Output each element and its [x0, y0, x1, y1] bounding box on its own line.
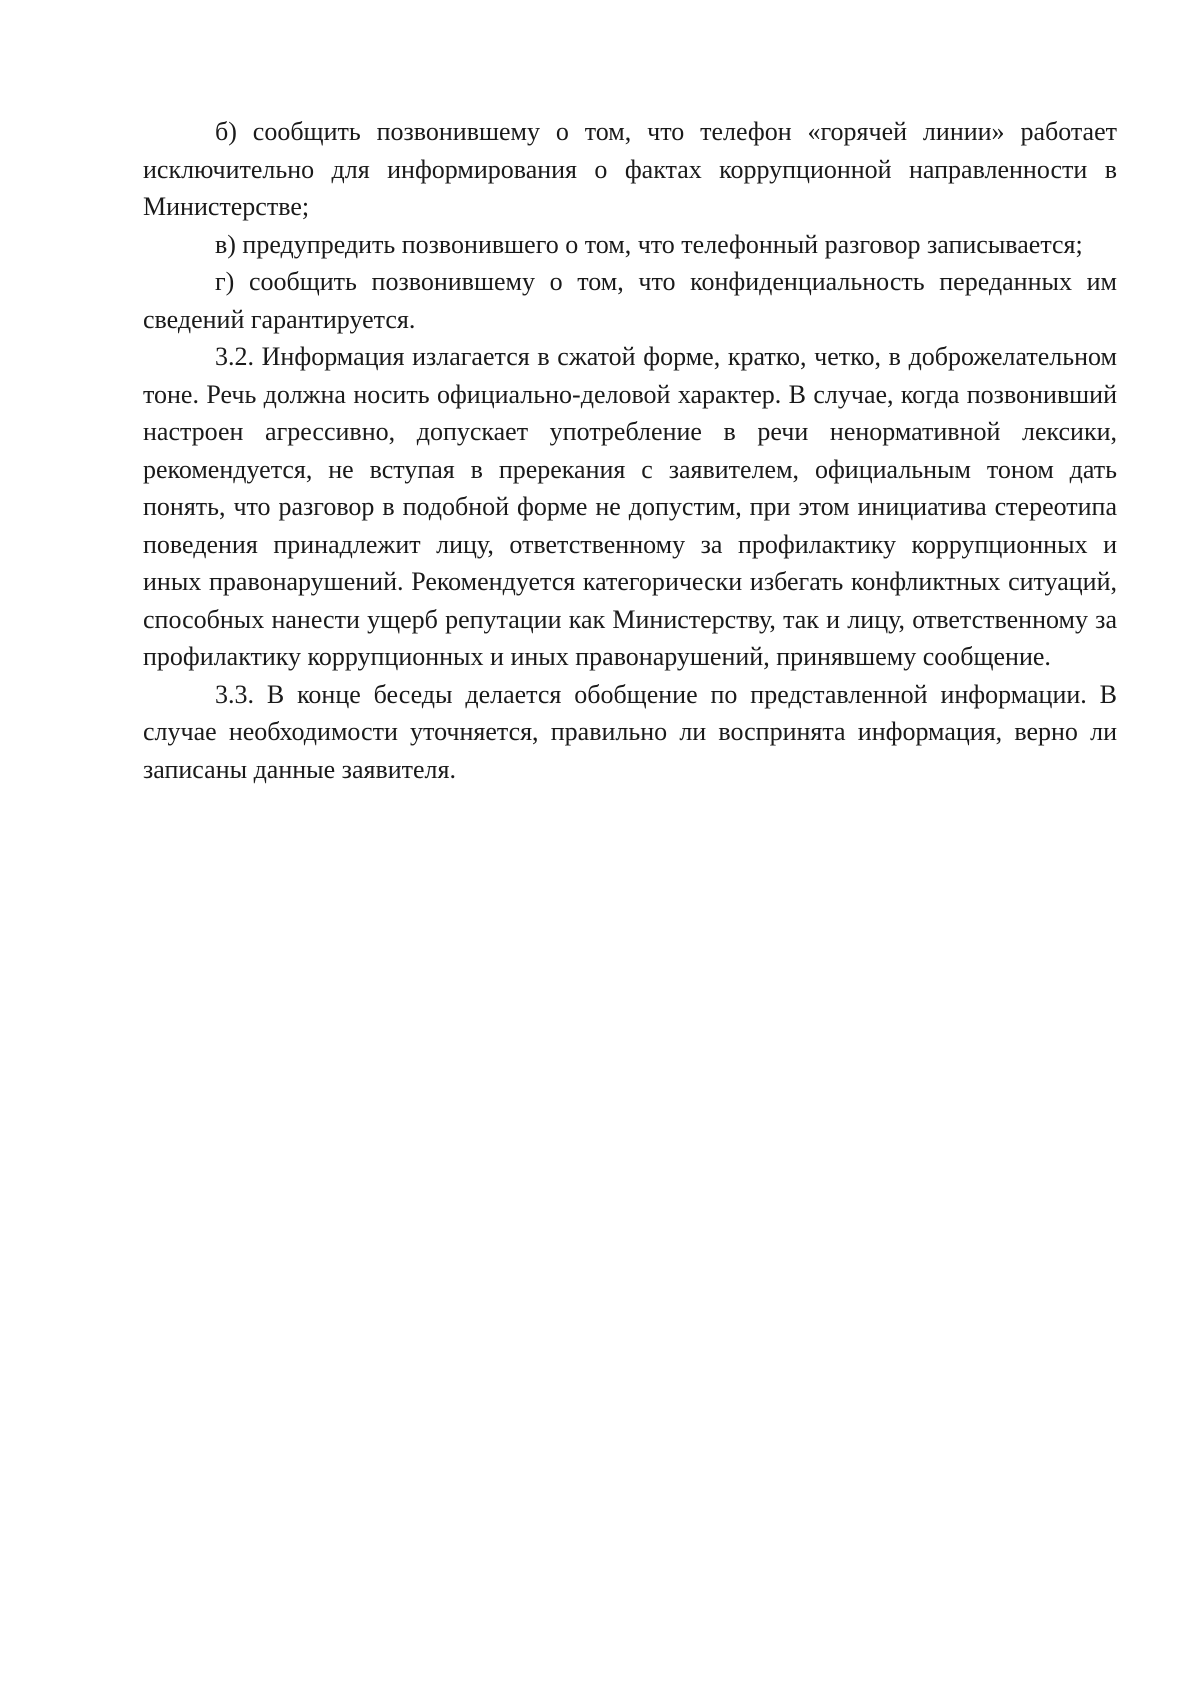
paragraph-section-3-3: 3.3. В конце беседы делается обобщение по представленной информации. В случае необходимости уточняется, правильно ли воспринята информация, верно ли записаны данные заявителя. [143, 679, 1117, 784]
paragraph-item-v: в) предупредить позвонившего о том, что телефонный разговор записывается; [215, 229, 1083, 259]
paragraph-item-g: г) сообщить позвонившему о том, что конфиденциальность переданных им сведений гарантируется. [143, 267, 1117, 334]
document-body [143, 113, 1117, 788]
paragraph-item-b: б) сообщить позвонившему о том, что телефон «горячей линии» работает исключительно для информирования о фактах коррупционной направленности в Министерстве; [143, 117, 1117, 221]
paragraph-section-3-2: 3.2. Информация излагается в сжатой форме, кратко, четко, в доброжелательном тоне. Речь должна носить официально-деловой характер. В случае, когда позвонивший настроен агрессивно, допускает употребление в речи ненормативной лексики, рекомендуется, не вступая в пререкания с заявителем, официальным тоном дать понять, что разговор в подобной форме не допустим, при этом инициатива стереотипа поведения принадлежит лицу, ответственному за профилактику коррупционных и иных правонарушений. Рекомендуется категорически избегать конфликтных ситуаций, способных нанести ущерб репутации как Министерству, так и лицу, ответственному за профилактику коррупционных и иных правонарушений, принявшему сообщение. [143, 342, 1117, 671]
